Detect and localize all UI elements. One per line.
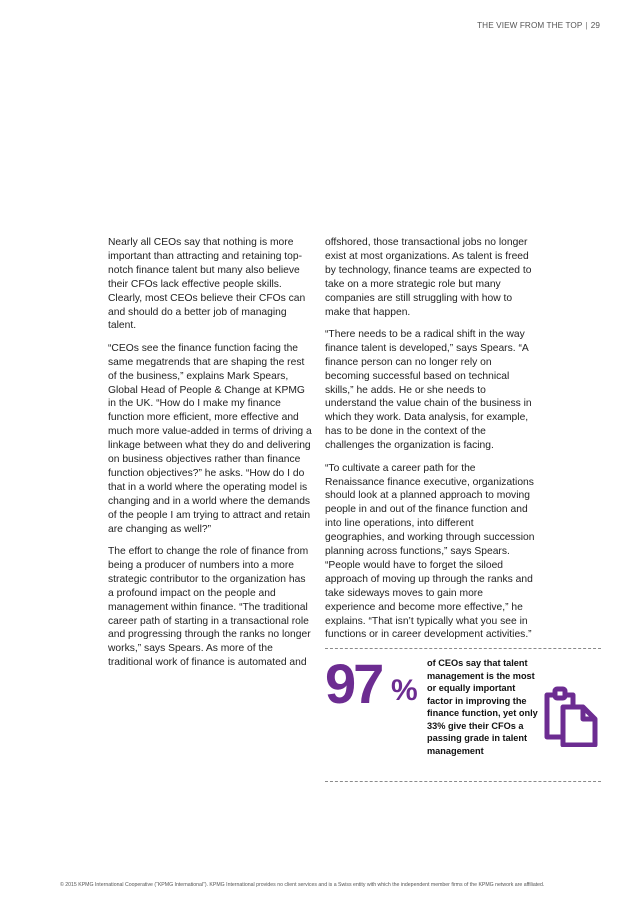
header-separator: | (585, 21, 588, 30)
stat-callout (325, 648, 601, 782)
page-number: 29 (590, 21, 600, 30)
header-title: THE VIEW FROM THE TOP (477, 21, 583, 30)
body-column-left (108, 236, 312, 679)
body-paragraph: “CEOs see the finance function facing the same megatrends that are shaping the rest of the business,” explains Mark Spears, Global Head of People & Change at KPMG in the UK. “How do I make my finance function more efficient, more effective and much more value-added in terms of driving a linkage between what they do and delivering on business objectives rather than finance function objectives?” he asks. “How do I do that in a world where the operating model is changing and in a world where the demands of the people I am trying to attract and retain are changing as well?” (108, 342, 312, 535)
stat-percent-sign: % (391, 674, 418, 707)
stat-description: of CEOs say that talent management is the most or equally important factor in improving the finance function, yet only 33% give their CFOs a passing grade in talent management (427, 658, 538, 756)
body-paragraph: Nearly all CEOs say that nothing is more important than attracting and retaining top-notch finance talent but many also believe their CFOs lack effective people skills. Clearly, most CEOs believe their CFOs can and should do a better job of managing talent. (108, 237, 306, 332)
body-column-right (325, 236, 535, 651)
page-header (477, 21, 600, 30)
clipboard-documents-icon (543, 685, 603, 747)
body-paragraph: offshored, those transactional jobs no longer exist at most organizations. As talent is freed by technology, finance teams are expected to take on a more strategic role but many companies are still struggling with how to make that happen. (325, 237, 532, 318)
body-paragraph: “There needs to be a radical shift in the way finance talent is developed,” says Spears. “A finance person can no longer rely on becoming successful based on technical skills,” he adds. He or she needs to understand the value chain of the business in which they work. Data analysis, for example, has to be done in the context of the challenges the organization is facing. (325, 328, 532, 452)
footer-copyright: © 2015 KPMG International Cooperative (“KPMG International”). KPMG International provides no client services and is a Swiss entity with which the independent member firms of the KPMG network are affiliated. (60, 882, 545, 888)
body-paragraph: “To cultivate a career path for the Renaissance finance executive, organizations should look at a planned approach to moving people in and out of the finance function and into line operations, into different geographies, and working through succession planning across functions,” says Spears. “People would have to forget the siloed approach of moving up through the ranks and take sideways moves to gain more experience and become more effective,” he explains. “That isn’t typically what you see in functions or in career development activities.” (325, 462, 535, 641)
stat-number: 97 (325, 652, 382, 715)
body-paragraph: The effort to change the role of finance from being a producer of numbers into a more strategic contributor to the organization has a profound impact on the people and management within finance. “The traditional career path of starting in a transactional role and progressing through the ranks no longer works,” says Spears. As more of the traditional work of finance is automated and (108, 546, 311, 669)
